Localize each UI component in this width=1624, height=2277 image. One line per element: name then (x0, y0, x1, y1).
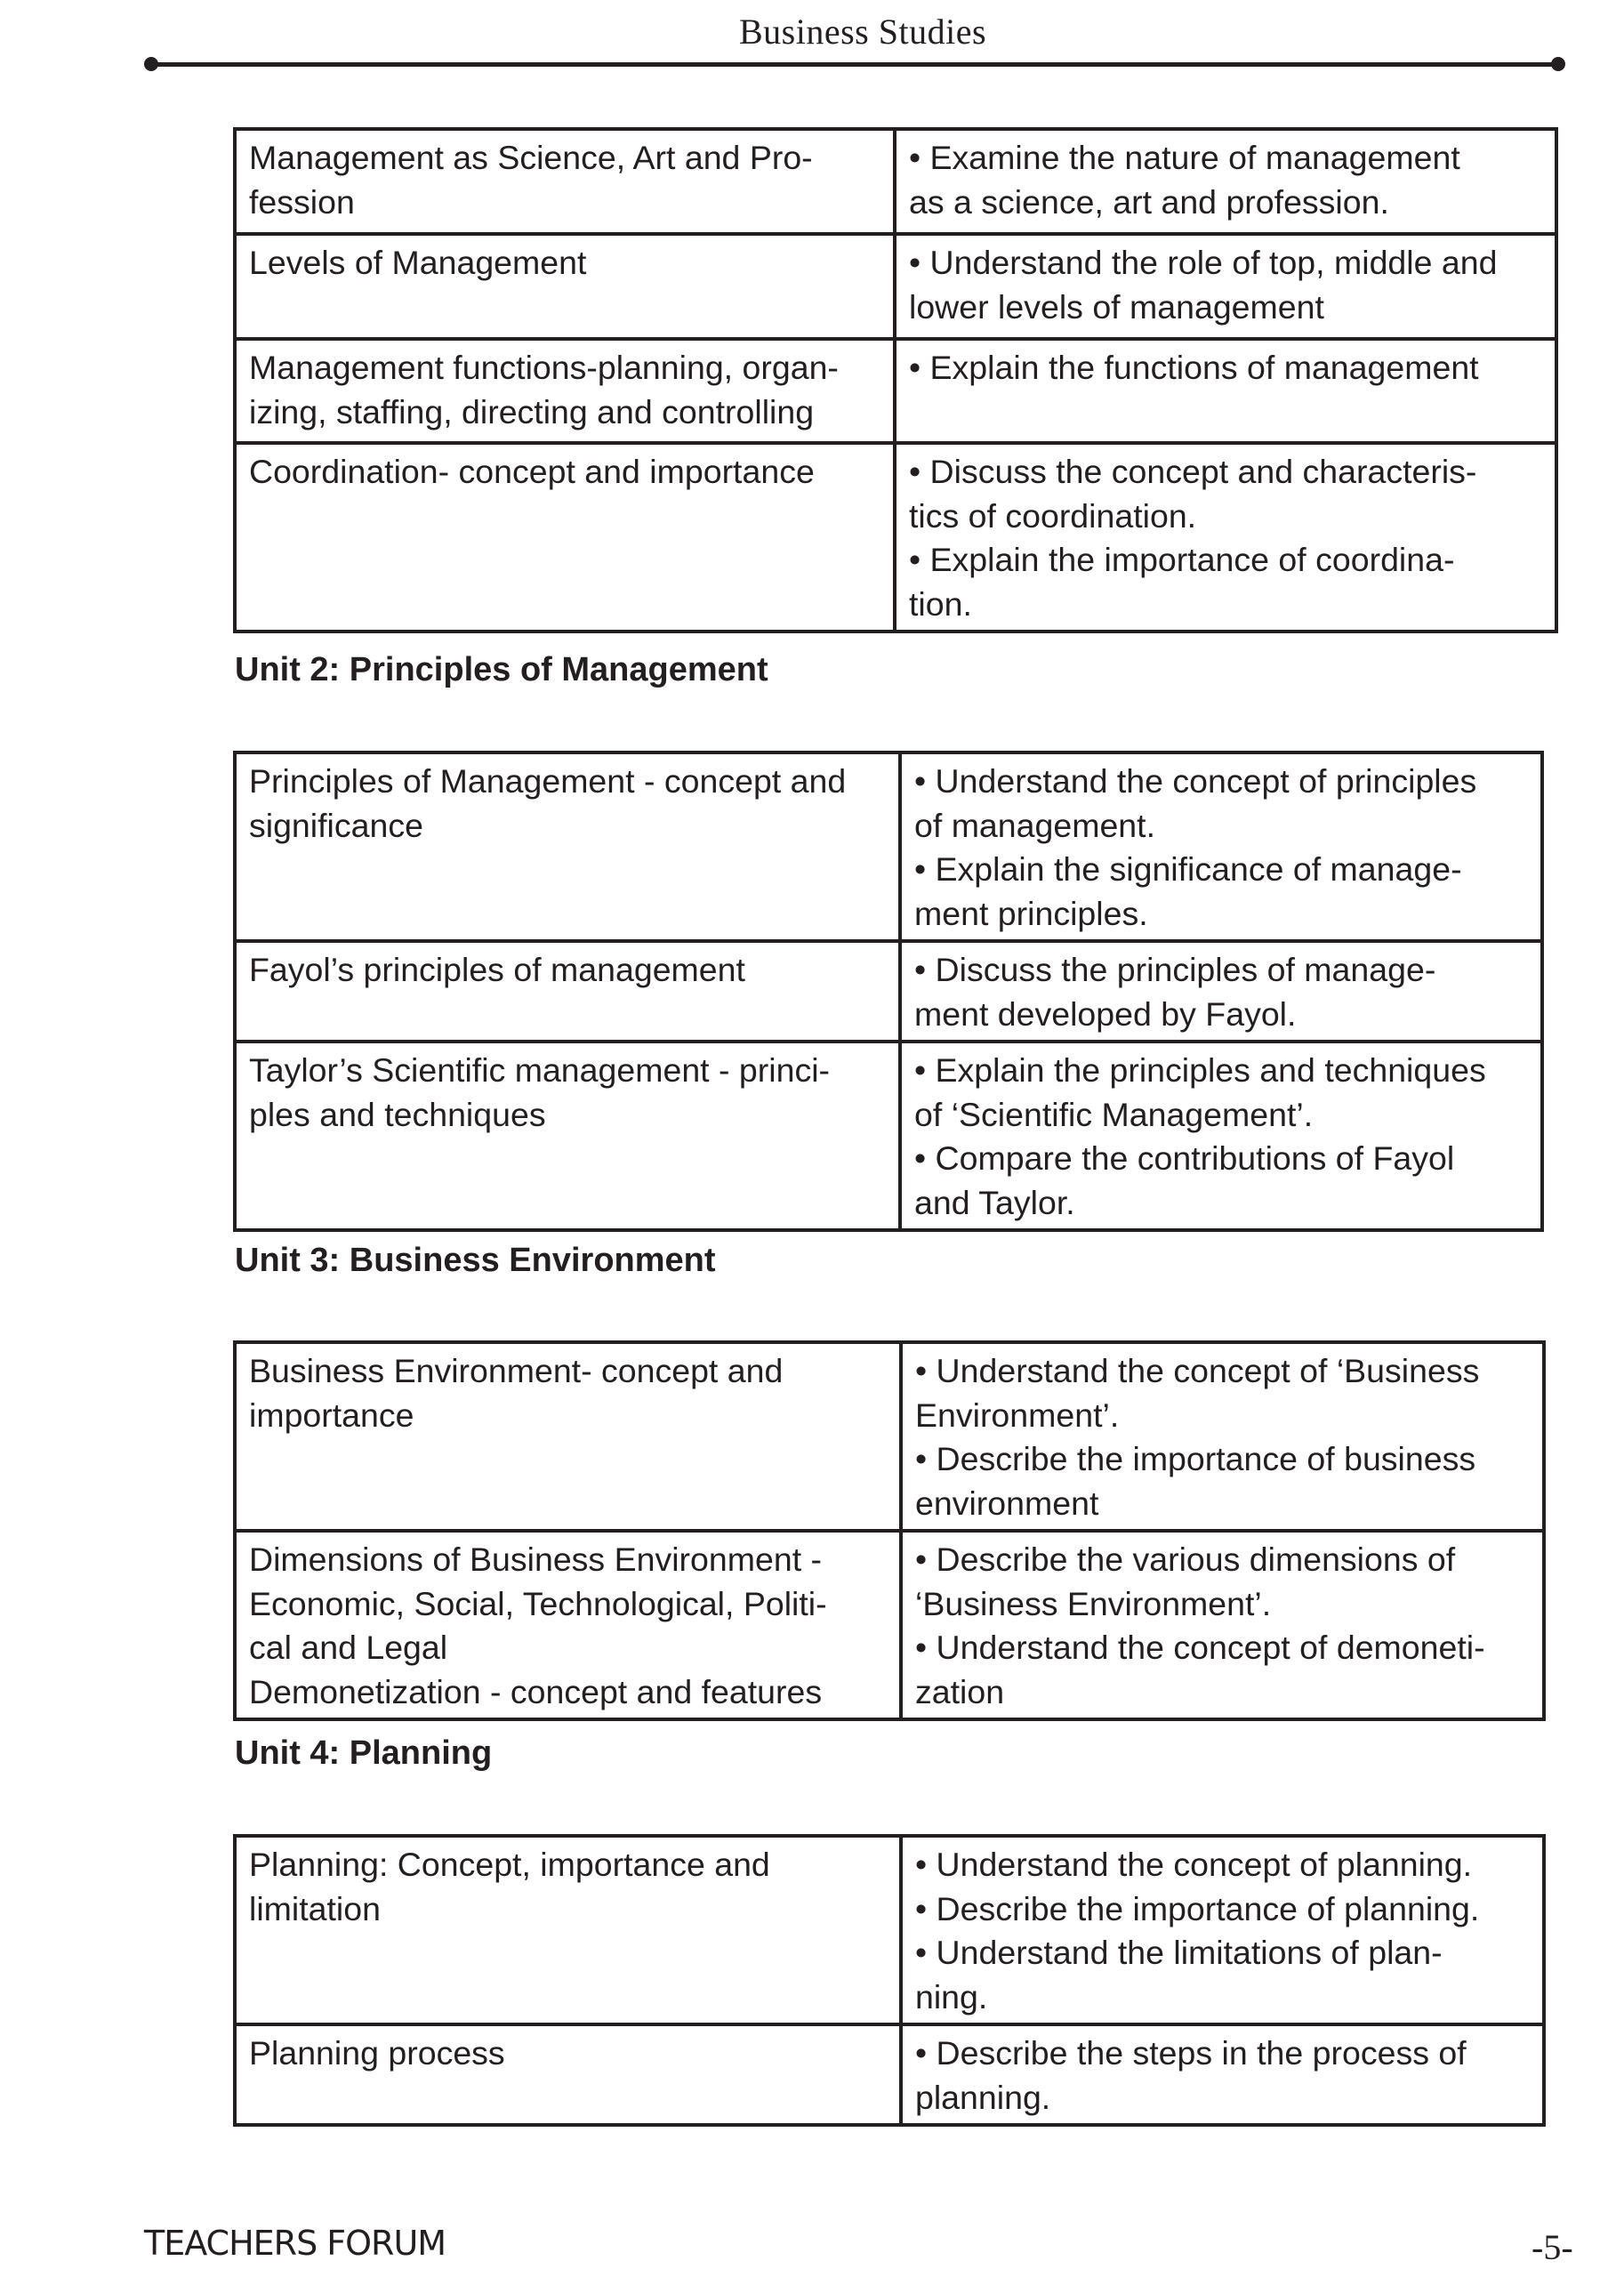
topic-text: Fayol’s principles of management (249, 951, 745, 988)
topic-text: Levels of Management (249, 244, 587, 281)
objective-cell (895, 339, 1556, 443)
page-number: -5- (1532, 2227, 1573, 2267)
objective-text: Environment’. (915, 1396, 1120, 1434)
topic-cell (235, 1531, 901, 1719)
rule-dot-left (144, 57, 158, 71)
table-row (235, 941, 1542, 1042)
topic-cell (235, 339, 895, 443)
table-row (235, 2024, 1544, 2125)
objective-cell (900, 1042, 1542, 1230)
objective-text: environment (915, 1484, 1099, 1522)
objective-text: • Understand the concept of planning. (915, 1846, 1473, 1883)
table-row (235, 1042, 1542, 1230)
table-row (235, 1836, 1544, 2024)
topic-text: Dimensions of Business Environment - (249, 1541, 823, 1578)
rule-dot-right (1551, 57, 1565, 71)
objective-text: • Describe the importance of business (915, 1440, 1476, 1477)
topic-text: Planning process (249, 2034, 505, 2072)
objective-cell (901, 1531, 1544, 1719)
objective-text: ning. (915, 1977, 988, 2016)
topic-cell (235, 752, 900, 941)
objective-text: of management. (914, 806, 1155, 844)
objective-cell (901, 1836, 1544, 2024)
topic-cell (235, 2024, 901, 2125)
objective-text: planning. (915, 2078, 1051, 2116)
objective-text: • Discuss the concept and characteris- (909, 453, 1477, 490)
objective-text: • Understand the role of top, middle and (909, 244, 1498, 281)
objective-text: • Describe the steps in the process of (915, 2034, 1467, 2072)
topic-cell (235, 1836, 901, 2024)
topic-text: Planning: Concept, importance and (249, 1846, 770, 1883)
table-row (235, 339, 1556, 443)
topic-text: Management as Science, Art and Pro- (249, 139, 813, 176)
objective-text: tics of coordination. (909, 496, 1197, 535)
objective-cell (901, 1342, 1544, 1531)
topic-text: Taylor’s Scientific management - princi- (249, 1051, 831, 1089)
table-row (235, 1342, 1544, 1531)
objective-text: • Explain the functions of management (909, 349, 1479, 386)
objective-text: • Explain the significance of manage- (914, 850, 1462, 888)
objective-text: • Describe the importance of planning. (915, 1889, 1480, 1927)
objective-cell (895, 443, 1556, 632)
syllabus-table-unit-4 (233, 1834, 1546, 2127)
topic-cell (235, 129, 895, 234)
topic-cell (235, 941, 900, 1042)
footer-publication: TEACHERS FORUM (144, 2224, 446, 2263)
objective-cell (895, 234, 1556, 339)
topic-cell (235, 443, 895, 632)
objective-text: • Understand the limitations of plan- (915, 1934, 1443, 1971)
objective-text: • Understand the concept of ‘Business (915, 1352, 1480, 1389)
objective-cell (895, 129, 1556, 234)
objective-text: ‘Business Environment’. (915, 1584, 1272, 1622)
table-row (235, 443, 1556, 632)
objective-text: of ‘Scientific Management’. (914, 1095, 1314, 1133)
objective-text: tion. (909, 584, 972, 623)
topic-text: ples and techniques (249, 1095, 546, 1133)
topic-text: cal and Legal (249, 1629, 448, 1666)
objective-text: as a science, art and profession. (909, 182, 1389, 221)
topic-text: Demonetization - concept and features (249, 1672, 823, 1710)
topic-cell (235, 1342, 901, 1531)
objective-text: • Compare the contributions of Fayol (914, 1139, 1455, 1177)
topic-cell (235, 234, 895, 339)
objective-text: ment developed by Fayol. (914, 994, 1297, 1033)
objective-text: • Explain the importance of coordina- (909, 541, 1455, 578)
table-row (235, 234, 1556, 339)
topic-cell (235, 1042, 900, 1230)
objective-text: and Taylor. (914, 1183, 1075, 1221)
unit-heading: Unit 3: Business Environment (235, 1242, 716, 1279)
objective-text: • Understand the concept of principles (914, 762, 1477, 800)
objective-text: ment principles. (914, 894, 1148, 932)
objective-cell (900, 752, 1542, 941)
objective-text: • Explain the principles and techniques (914, 1051, 1486, 1089)
unit-heading: Unit 2: Principles of Management (235, 651, 768, 688)
syllabus-table-unit-3 (233, 1340, 1546, 1721)
topic-text: izing, staffing, directing and controlling (249, 392, 815, 430)
topic-text: Coordination- concept and importance (249, 453, 815, 490)
table-row (235, 129, 1556, 234)
topic-text: importance (249, 1396, 414, 1434)
objective-text: • Examine the nature of management (909, 139, 1460, 176)
syllabus-table-unit-1 (233, 127, 1558, 633)
topic-text: Economic, Social, Technological, Politi- (249, 1584, 827, 1622)
objective-text: lower levels of management (909, 287, 1324, 326)
objective-text: • Discuss the principles of manage- (914, 951, 1436, 988)
topic-text: Principles of Management - concept and (249, 762, 847, 800)
table-row (235, 1531, 1544, 1719)
topic-text: significance (249, 806, 423, 844)
objective-text: zation (915, 1672, 1005, 1710)
objective-cell (901, 2024, 1544, 2125)
topic-text: Management functions-planning, organ- (249, 349, 839, 386)
topic-text: limitation (249, 1889, 381, 1927)
topic-text: fession (249, 182, 355, 221)
objective-text: • Describe the various dimensions of (915, 1541, 1456, 1578)
header-rule (151, 62, 1555, 67)
topic-text: Business Environment- concept and (249, 1352, 784, 1389)
syllabus-table-unit-2 (233, 751, 1544, 1232)
objective-cell (900, 941, 1542, 1042)
unit-heading: Unit 4: Planning (235, 1734, 493, 1772)
running-header-title: Business Studies (738, 12, 987, 52)
objective-text: • Understand the concept of demoneti- (915, 1629, 1485, 1666)
table-row (235, 752, 1542, 941)
